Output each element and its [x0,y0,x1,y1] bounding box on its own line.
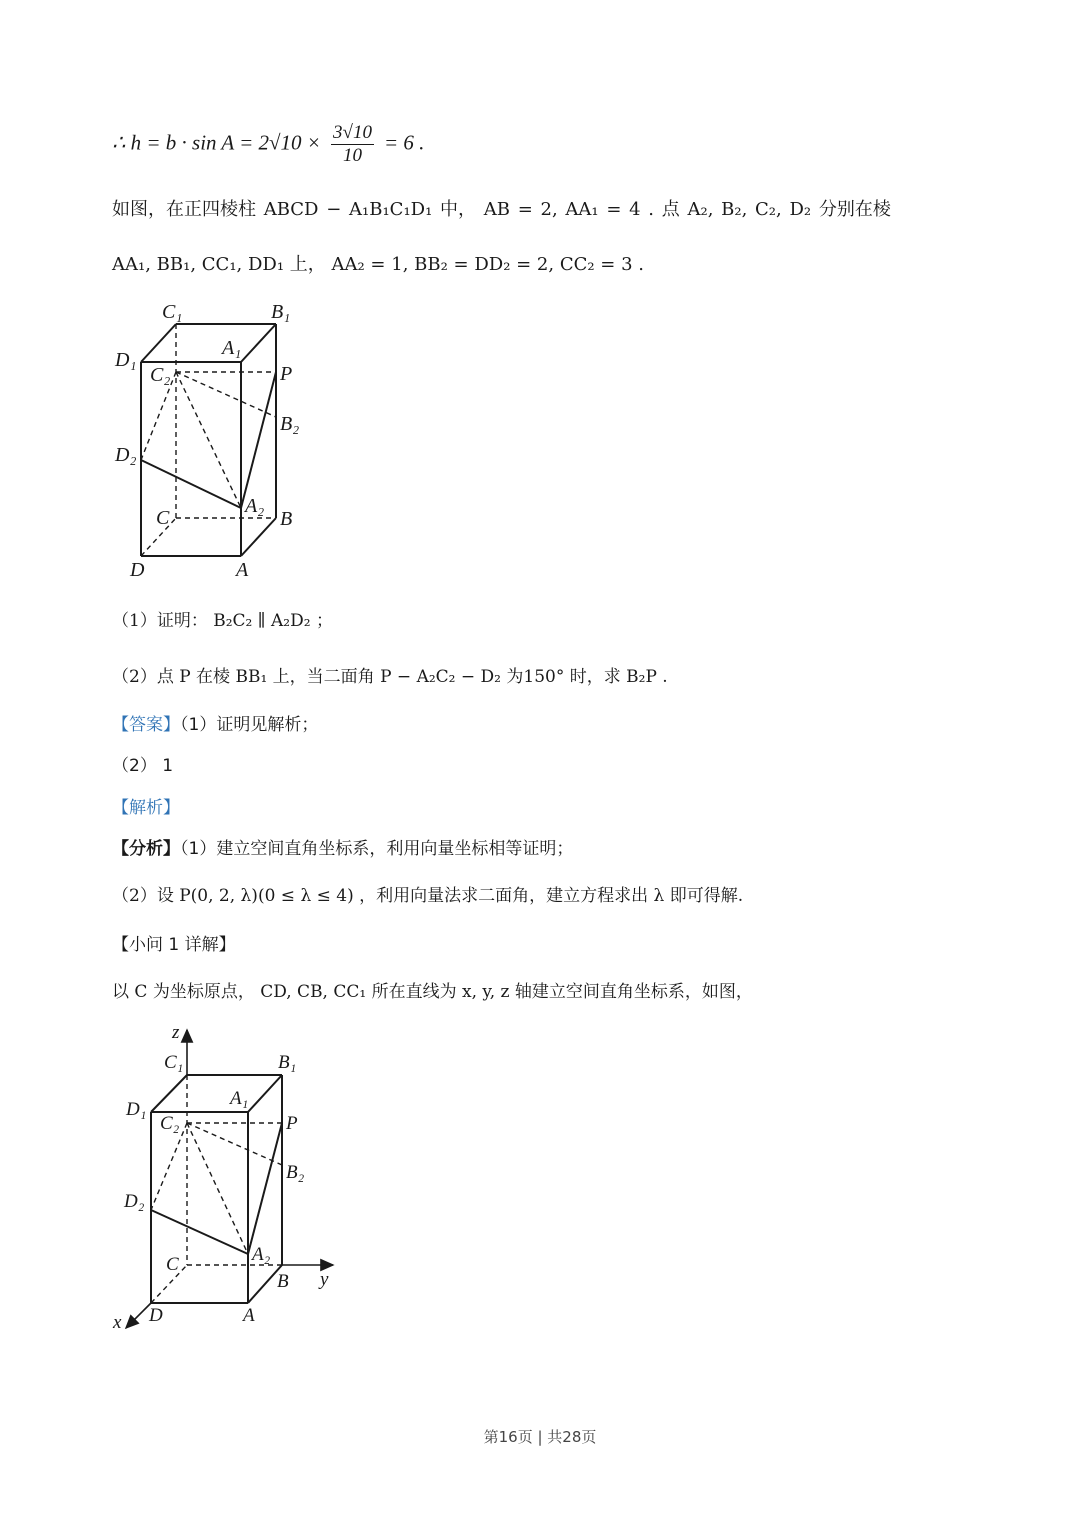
prism-figure-2 [105,1018,365,1348]
axis-label-y: y [320,1269,329,1290]
detail-line-1 [112,977,753,1002]
prism-figure-1 [105,295,425,585]
label2-C2: C₂ [160,1113,180,1134]
label-B2: B₂ [280,413,300,435]
problem-line-1 [112,195,891,221]
fenxi-line-1 [112,834,573,859]
axis-label-z: z [172,1022,180,1043]
answer-tag: 【答案】 [112,715,180,735]
label-A: A [236,559,249,581]
label-C1: C₁ [162,301,183,323]
label2-A2: A₂ [252,1244,271,1265]
label-D: D [130,559,145,581]
problem-text-1: 如图，在正四棱柱 ABCD − A₁B₁C₁D₁ 中， AB = 2, AA₁ = 4 . 点 A₂, B₂, C₂, D₂ 分别在棱 [112,199,891,220]
label2-B: B [277,1271,289,1292]
label-B1: B₁ [271,301,291,323]
axis-label-x: x [113,1312,122,1333]
label2-B1: B₁ [278,1052,297,1073]
answer-1: （1）证明见解析； [180,715,319,735]
fenxi-1: （1）建立空间直角坐标系，利用向量坐标相等证明； [180,839,574,859]
answer-2: （2） 1 [112,756,174,776]
label2-C1: C₁ [164,1052,184,1073]
label-D1: D₁ [115,349,137,371]
label2-D2: D₂ [124,1191,145,1212]
problem-line-2 [112,250,644,276]
answer-line-1 [112,710,318,735]
answer-line-2 [112,751,173,776]
page-footer: 第16页 | 共28页 [483,1428,597,1446]
question-2-text: （2）点 P 在棱 BB₁ 上，当二面角 P − A₂C₂ − D₂ 为150° 时，求 B₂P . [112,667,668,687]
question-1 [112,606,333,631]
label-A1: A₁ [222,337,242,359]
label2-B2: B₂ [286,1162,305,1183]
fenxi-line-2 [112,881,743,906]
label2-D1: D₁ [126,1099,147,1120]
label-A2: A₂ [245,495,265,517]
detail-tag: 【小问 1 详解】 [112,935,236,955]
fenxi-2: （2）设 P(0, 2, λ)(0 ≤ λ ≤ 4) ，利用向量法求二面角，建立方程求出 λ 即可得解. [112,886,744,906]
label2-A: A [243,1305,255,1326]
question-2 [112,662,668,687]
detail-1: 以 C 为坐标原点， CD, CB, CC₁ 所在直线为 x, y, z 轴建立空间直角坐标系，如图， [112,982,753,1002]
label-P: P [280,363,293,385]
label-D2: D₂ [115,444,137,466]
analysis-tag: 【解析】 [112,798,180,818]
label2-A1: A₁ [230,1088,249,1109]
label-B: B [280,508,293,530]
question-1-text: （1）证明： B₂C₂ ∥ A₂D₂ ； [112,611,333,631]
fenxi-tag: 【分析】 [112,839,180,859]
formula-top: ∴ h = b · sin A = 2√10 × $\frac{3√10}{10}$ = 6 . [112,122,425,166]
label2-C: C [166,1254,179,1275]
label2-P: P [286,1113,298,1134]
label-C2: C₂ [150,364,171,386]
label2-D: D [149,1305,163,1326]
detail-tag-line [112,930,236,955]
problem-text-2: AA₁, BB₁, CC₁, DD₁ 上， AA₂ = 1, BB₂ = DD₂ = 2, CC₂ = 3 . [112,254,645,275]
label-C: C [156,507,170,529]
analysis-tag-line [112,793,180,818]
